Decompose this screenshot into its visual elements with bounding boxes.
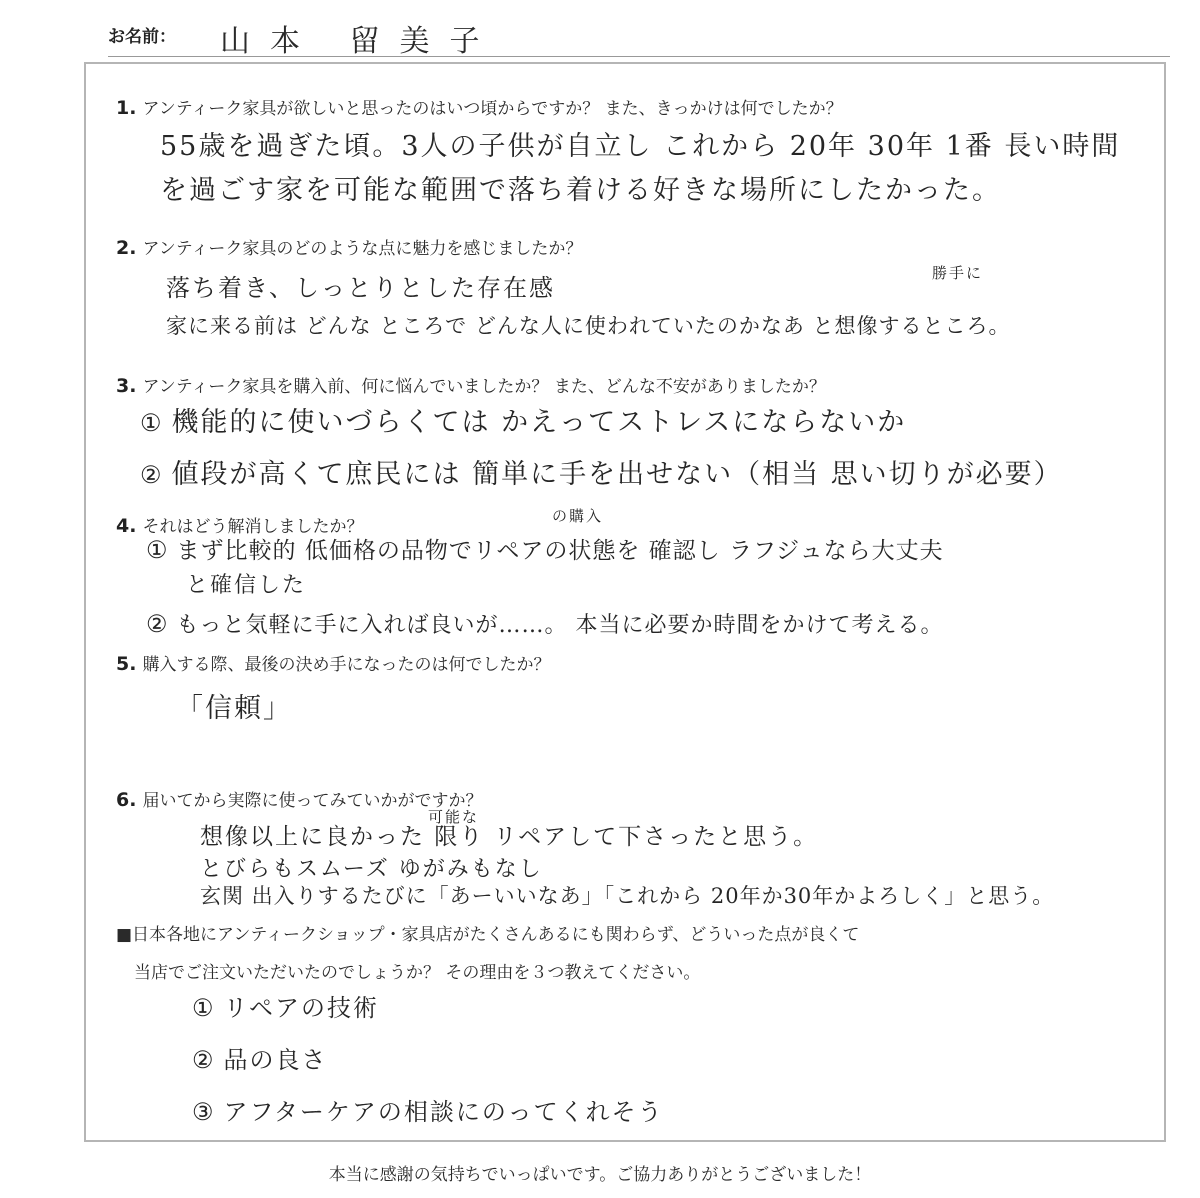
question-1: 1. アンティーク家具が欲しいと思ったのはいつ頃からですか？ また、きっかけは何でしたか？ [116,97,843,119]
question-6-text: 届いてから実際に使ってみていかがですか？ [142,791,483,811]
answer-1-line-1: 55歳を過ぎた頃。3人の子供が自立し これから 20年 30年 1番 長い時間 [160,131,1121,162]
marker-2: ② [146,610,169,638]
answer-3-line-1: ① 機能的に使いづらくては かえってストレスにならないか [140,407,907,438]
answer-3-line-2: ② 値段が高くて庶民には 簡単に手を出せない（相当 思い切りが必要） [140,459,1063,490]
marker-3: ③ [192,1098,216,1126]
name-underline [108,56,1170,57]
extra-answer-3: ③ アフターケアの相談にのってくれそう [192,1098,664,1126]
marker-1: ① [140,409,164,437]
answer-1-line-2: を過ごす家を可能な範囲で落ち着ける好きな場所にしたかった。 [160,175,1001,206]
answer-6-line-1: 想像以上に良かった 限り リペアして下さったと思う。 [200,824,819,850]
answer-2-insertion: 勝手に [932,264,984,282]
question-4: 4. それはどう解消しましたか？ [116,515,364,537]
extra-answer-1: ① リペアの技術 [192,994,380,1022]
answer-4-line-2: と確信した [186,573,307,598]
marker-1: ① [192,994,216,1022]
answer-4-line-1: ① まず比較的 低価格の品物でリペアの状態を 確認し ラフジュなら大丈夫 [146,536,944,564]
answer-6-line-2: とびらもスムーズ ゆがみもなし [200,857,543,882]
question-5-text: 購入する際、最後の決め手になったのは何でしたか？ [142,655,551,675]
marker-2: ② [140,461,164,489]
question-3: 3. アンティーク家具を購入前、何に悩んでいましたか？ また、どんな不安がありましたか？ [116,375,826,397]
marker-2: ② [192,1046,216,1074]
question-1-text: アンティーク家具が欲しいと思ったのはいつ頃からですか？ また、きっかけは何でしたか？ [142,99,843,119]
question-2: 2. アンティーク家具のどのような点に魅力を感じましたか？ [116,237,583,259]
name-row [108,16,1168,59]
extra-question-line-1: ■日本各地にアンティークショップ・家具店がたくさんあるにも関わらず、どういった点が良くて [116,925,860,945]
name-label: お名前： [108,27,176,47]
marker-1: ① [146,536,169,564]
extra-question-line-2: 当店でご注文いただいたのでしょうか？ その理由を３つ教えてください。 [134,963,701,983]
answer-6-insertion: 可能な [428,808,480,826]
answer-2-line-2: 家に来る前は どんな ところで どんな人に使われていたのかなあ と想像するところ。 [166,314,1011,338]
question-2-text: アンティーク家具のどのような点に魅力を感じましたか？ [142,239,583,259]
answer-4-insertion: の購入 [552,507,604,525]
answer-5-line-1: 「信頼」 [176,693,292,724]
question-5: 5. 購入する際、最後の決め手になったのは何でしたか？ [116,653,551,675]
question-3-text: アンティーク家具を購入前、何に悩んでいましたか？ また、どんな不安がありましたか？ [142,377,826,397]
answer-2-line-1: 落ち着き、しっとりとした存在感 [166,274,556,302]
question-4-text: それはどう解消しましたか？ [142,517,364,537]
footer-thanks: 本当に感謝の気持ちでいっぱいです。ご協力ありがとうございました！ [328,1165,872,1185]
answer-6-line-3: 玄関 出入りするたびに「あーいいなあ」「これから 20年か30年かよろしく」と思う。 [200,884,1055,908]
name-value: 山本 留美子 [220,24,500,59]
extra-answer-2: ② 品の良さ [192,1046,328,1074]
answer-4-line-3: ② もっと気軽に手に入れば良いが……。 本当に必要か時間をかけて考える。 [146,610,944,638]
question-6: 6. 届いてから実際に使ってみていかがですか？ [116,789,483,811]
